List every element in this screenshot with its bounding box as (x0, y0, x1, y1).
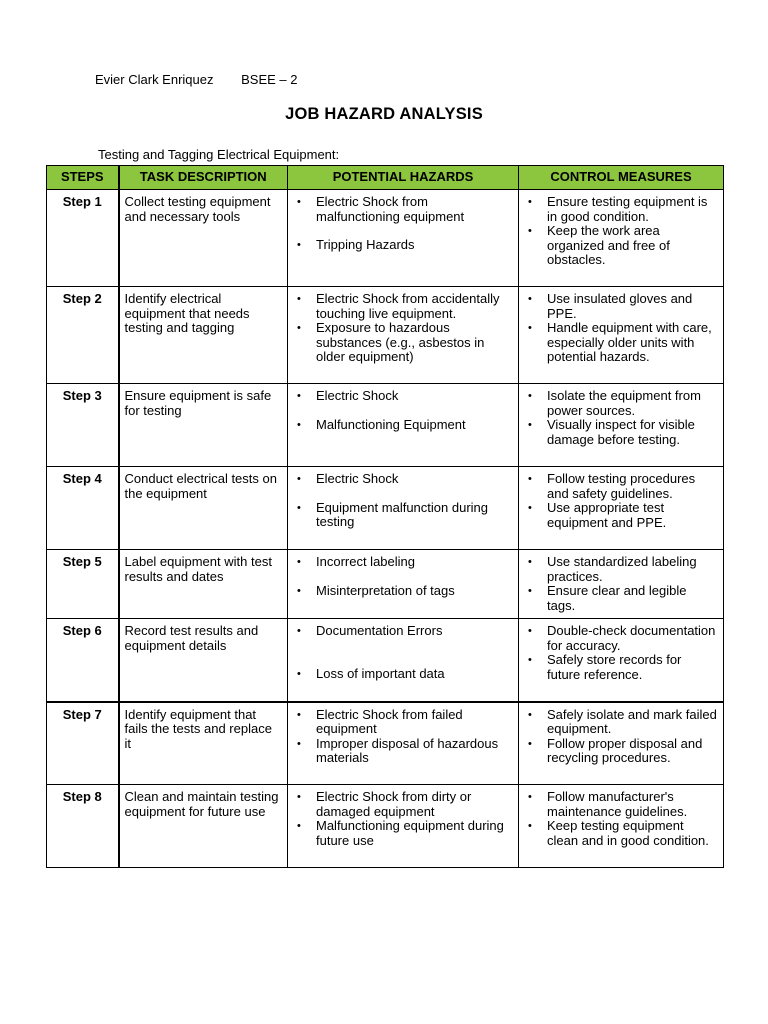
control-item: • Ensure clear and legible tags. (524, 584, 718, 613)
table-row (47, 467, 724, 550)
hazards-cell (288, 619, 519, 702)
hazard-item: • Incorrect labeling (293, 555, 513, 570)
table-row (47, 619, 724, 702)
controls-cell (519, 190, 724, 287)
hazard-item: • Loss of important data (293, 667, 513, 682)
hazards-cell (288, 785, 519, 868)
control-item: • Follow proper disposal and recycling procedures. (524, 737, 718, 766)
controls-cell (519, 702, 724, 785)
control-item: • Handle equipment with care, especially older units with potential hazards. (524, 321, 718, 365)
control-item: • Follow testing procedures and safety guidelines. (524, 472, 718, 501)
step-label: Step 3 (47, 384, 119, 467)
hazard-item: • Exposure to hazardous substances (e.g., asbestos in older equipment) (293, 321, 513, 365)
step-label: Step 6 (47, 619, 119, 702)
table-row (47, 550, 724, 619)
table-row (47, 190, 724, 287)
hazard-item: • Documentation Errors (293, 624, 513, 639)
author-line (95, 72, 298, 87)
controls-cell (519, 619, 724, 702)
table-row (47, 287, 724, 384)
task-description: Clean and maintain testing equipment for future use (119, 785, 288, 868)
hazard-item: • Tripping Hazards (293, 238, 513, 253)
control-item: • Use appropriate test equipment and PPE. (524, 501, 718, 530)
task-description: Label equipment with test results and dates (119, 550, 288, 619)
task-description: Identify electrical equipment that needs testing and tagging (119, 287, 288, 384)
controls-cell (519, 384, 724, 467)
hazard-item: • Malfunctioning Equipment (293, 418, 513, 433)
task-description: Collect testing equipment and necessary tools (119, 190, 288, 287)
control-item: • Follow manufacturer's maintenance guidelines. (524, 790, 718, 819)
control-item: • Keep the work area organized and free of obstacles. (524, 224, 718, 268)
controls-cell (519, 785, 724, 868)
column-header-task: TASK DESCRIPTION (119, 166, 288, 190)
table-row (47, 384, 724, 467)
control-item: • Safely isolate and mark failed equipment. (524, 708, 718, 737)
hazard-item: • Malfunctioning equipment during future use (293, 819, 513, 848)
control-item: • Keep testing equipment clean and in good condition. (524, 819, 718, 848)
hazards-cell (288, 550, 519, 619)
controls-cell (519, 550, 724, 619)
course-code: BSEE – 2 (241, 72, 298, 87)
control-item: • Use standardized labeling practices. (524, 555, 718, 584)
column-header-controls: CONTROL MEASURES (519, 166, 724, 190)
column-header-hazards: POTENTIAL HAZARDS (288, 166, 519, 190)
step-label: Step 4 (47, 467, 119, 550)
task-description: Record test results and equipment details (119, 619, 288, 702)
controls-cell (519, 467, 724, 550)
hazard-item: • Electric Shock (293, 389, 513, 404)
hazard-item: • Electric Shock from malfunctioning equipment (293, 195, 513, 224)
table-row (47, 785, 724, 868)
hazards-cell (288, 190, 519, 287)
job-hazard-table (46, 165, 724, 868)
step-label: Step 7 (47, 702, 119, 785)
table-row (47, 702, 724, 785)
table-header-row (47, 166, 724, 190)
column-header-steps: STEPS (47, 166, 119, 190)
hazards-cell (288, 384, 519, 467)
hazard-item: • Electric Shock from failed equipment (293, 708, 513, 737)
control-item: • Isolate the equipment from power sources. (524, 389, 718, 418)
hazards-cell (288, 287, 519, 384)
task-description: Identify equipment that fails the tests and replace it (119, 702, 288, 785)
control-item: • Safely store records for future reference. (524, 653, 718, 682)
hazard-item: • Electric Shock from dirty or damaged equipment (293, 790, 513, 819)
task-description: Ensure equipment is safe for testing (119, 384, 288, 467)
hazard-item: • Electric Shock from accidentally touching live equipment. (293, 292, 513, 321)
step-label: Step 5 (47, 550, 119, 619)
control-item: • Ensure testing equipment is in good condition. (524, 195, 718, 224)
author-name: Evier Clark Enriquez (95, 72, 214, 87)
task-description: Conduct electrical tests on the equipment (119, 467, 288, 550)
hazard-item: • Electric Shock (293, 472, 513, 487)
document-title: JOB HAZARD ANALYSIS (285, 105, 483, 123)
document-subtitle: Testing and Tagging Electrical Equipment: (98, 147, 340, 162)
hazard-item: • Misinterpretation of tags (293, 584, 513, 599)
controls-cell (519, 287, 724, 384)
hazard-item: • Improper disposal of hazardous materials (293, 737, 513, 766)
control-item: • Visually inspect for visible damage before testing. (524, 418, 718, 447)
step-label: Step 8 (47, 785, 119, 868)
hazard-item: • Equipment malfunction during testing (293, 501, 513, 530)
step-label: Step 1 (47, 190, 119, 287)
control-item: • Double-check documentation for accuracy. (524, 624, 718, 653)
hazards-cell (288, 467, 519, 550)
hazards-cell (288, 702, 519, 785)
step-label: Step 2 (47, 287, 119, 384)
control-item: • Use insulated gloves and PPE. (524, 292, 718, 321)
